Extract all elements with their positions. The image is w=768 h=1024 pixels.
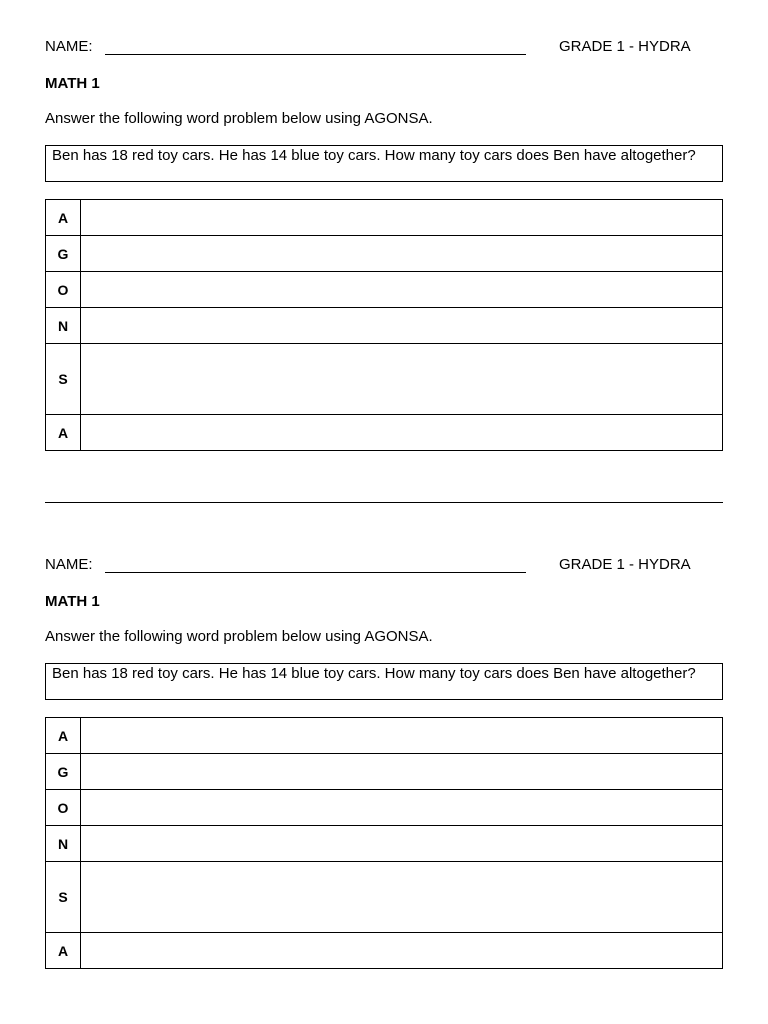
- table-row: [46, 826, 723, 862]
- table-row: [46, 754, 723, 790]
- table-row: [46, 236, 723, 272]
- word-problem-box: Ben has 18 red toy cars. He has 14 blue toy cars. How many toy cars does Ben have altogether?: [45, 663, 723, 700]
- word-problem-box: Ben has 18 red toy cars. He has 14 blue toy cars. How many toy cars does Ben have altogether?: [45, 145, 723, 182]
- worksheet-top: [45, 38, 723, 441]
- row-letter: N: [46, 308, 81, 344]
- name-blank-line[interactable]: [105, 572, 526, 573]
- name-blank-line[interactable]: [105, 54, 526, 55]
- agonsa-table: [45, 199, 723, 451]
- answer-cell[interactable]: [81, 308, 723, 344]
- cut-line-divider: [45, 502, 723, 503]
- table-row: [46, 415, 723, 451]
- table-row: [46, 272, 723, 308]
- row-letter: A: [46, 933, 81, 969]
- table-row: [46, 344, 723, 415]
- table-row: [46, 718, 723, 754]
- name-row: [45, 556, 723, 576]
- answer-cell[interactable]: [81, 344, 723, 415]
- agonsa-table: [45, 717, 723, 969]
- instruction-text: Answer the following word problem below using AGONSA.: [45, 628, 433, 645]
- answer-cell[interactable]: [81, 236, 723, 272]
- subject-title: MATH 1: [45, 593, 100, 610]
- answer-cell[interactable]: [81, 754, 723, 790]
- table-row: [46, 200, 723, 236]
- answer-cell[interactable]: [81, 718, 723, 754]
- row-letter: A: [46, 415, 81, 451]
- name-row: [45, 38, 723, 58]
- row-letter: O: [46, 790, 81, 826]
- row-letter: A: [46, 718, 81, 754]
- table-row: [46, 790, 723, 826]
- row-letter: O: [46, 272, 81, 308]
- table-row: [46, 308, 723, 344]
- table-row: [46, 933, 723, 969]
- table-row: [46, 862, 723, 933]
- row-letter: S: [46, 344, 81, 415]
- worksheet-bottom: [45, 556, 723, 959]
- subject-title: MATH 1: [45, 75, 100, 92]
- row-letter: N: [46, 826, 81, 862]
- instruction-text: Answer the following word problem below using AGONSA.: [45, 110, 433, 127]
- answer-cell[interactable]: [81, 200, 723, 236]
- answer-cell[interactable]: [81, 272, 723, 308]
- row-letter: G: [46, 236, 81, 272]
- name-label: NAME:: [45, 38, 93, 55]
- name-label: NAME:: [45, 556, 93, 573]
- row-letter: A: [46, 200, 81, 236]
- row-letter: G: [46, 754, 81, 790]
- grade-label: GRADE 1 - HYDRA: [559, 556, 691, 573]
- answer-cell[interactable]: [81, 415, 723, 451]
- answer-cell[interactable]: [81, 790, 723, 826]
- answer-cell[interactable]: [81, 933, 723, 969]
- row-letter: S: [46, 862, 81, 933]
- answer-cell[interactable]: [81, 826, 723, 862]
- grade-label: GRADE 1 - HYDRA: [559, 38, 691, 55]
- answer-cell[interactable]: [81, 862, 723, 933]
